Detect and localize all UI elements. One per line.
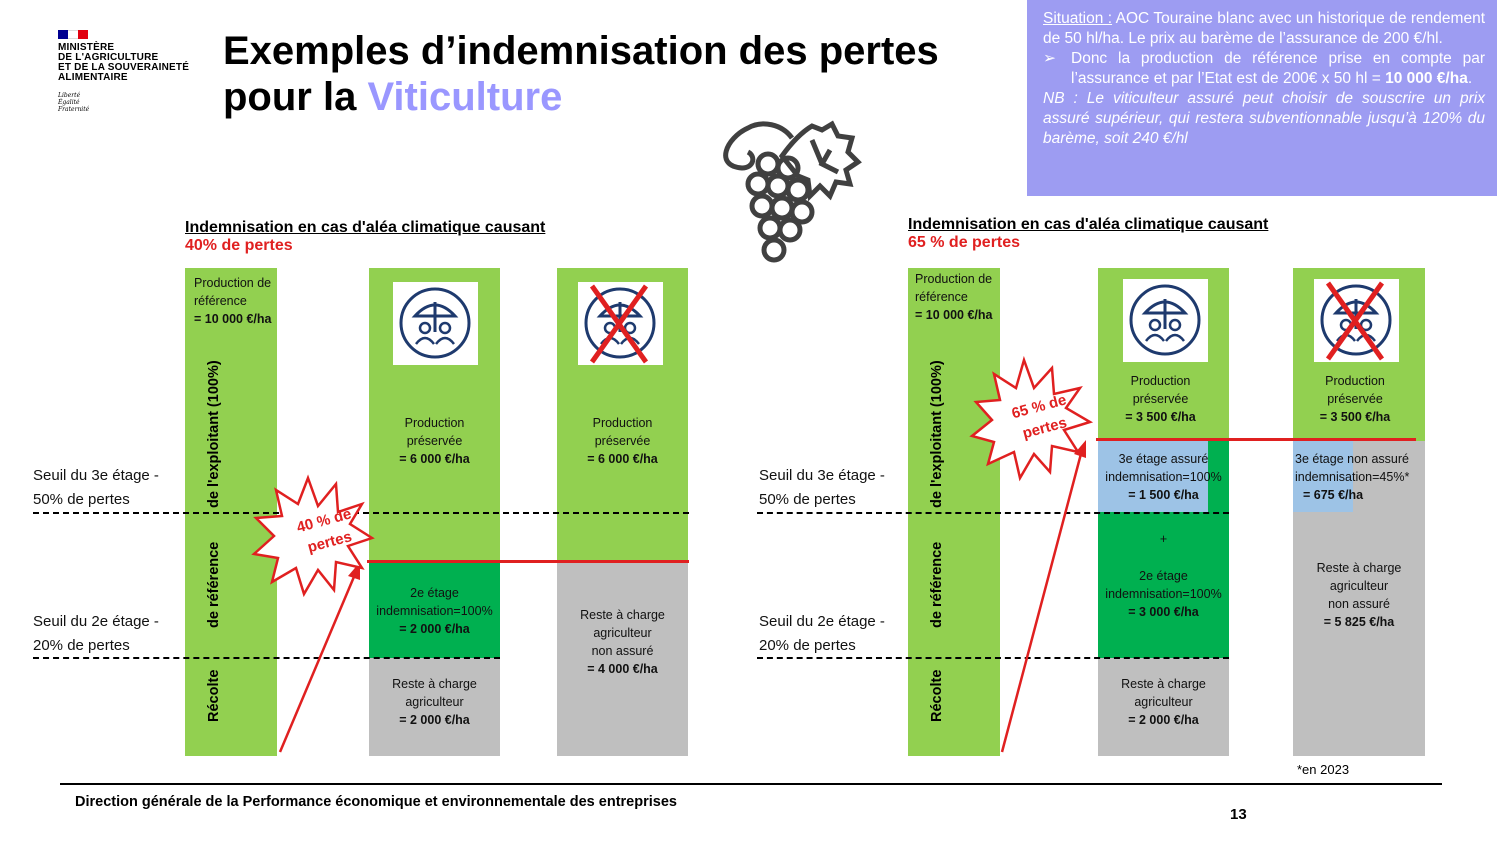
left-seuil-2: Seuil du 2e étage - 20% de pertes <box>33 613 159 654</box>
left-col3-rest-label: Reste à charge agriculteur non assuré = 4 000 €/ha <box>580 608 665 676</box>
situation-box: Situation : AOC Touraine blanc avec un historique de rendement de 50 hl/ha. Le prix au barème de l’assurance de 200 €/hl. ➢ Donc la production de référence prise en compte par l’assurance et par l’Etat est de 200€ x 50 hl = 10 000 €/ha. NB : Le viticulteur assuré peut choisir de souscrire un prix assuré supérieur, qui restera subventionnable jusqu’à 120% du barème, soit 240 €/hl <box>1027 0 1497 196</box>
right-heading: Indemnisation en cas d'aléa climatique causant 65 % de pertes <box>908 216 1269 251</box>
left-seuil-3: Seuil du 3e étage - 50% de pertes <box>33 467 159 508</box>
left-vertical-exploitant: de l'exploitant (100%) <box>206 360 222 508</box>
right-col2-plus: + <box>1159 532 1168 546</box>
right-col3-rest <box>1293 512 1425 756</box>
right-col2-stage3-label: 3e étage assuré indemnisation=100% = 1 500 €/ha <box>1105 452 1222 502</box>
crossed-umbrella-people-icon <box>578 282 663 365</box>
left-burst-label: 40 % de pertes <box>294 505 354 557</box>
footnote: *en 2023 <box>1297 762 1350 777</box>
footer-text: Direction générale de la Performance économique et environnementale des entreprises <box>75 794 677 810</box>
left-col3-preserved-label: Production préservée = 6 000 €/ha <box>587 416 658 466</box>
right-vertical-recolte: Récolte <box>929 669 945 722</box>
page-title: Exemples d’indemnisation des pertes pour la Viticulture <box>223 29 939 119</box>
left-col2-rest-label: Reste à charge agriculteur = 2 000 €/ha <box>392 677 477 727</box>
right-col3-stage3-label: 3e étage non assuré indemnisation=45%* = 675 €/ha <box>1295 452 1410 502</box>
left-vertical-reference: de référence <box>206 541 222 628</box>
left-heading: Indemnisation en cas d'aléa climatique causant 40% de pertes <box>185 219 546 254</box>
right-loss-line <box>1096 438 1416 441</box>
crossed-umbrella-people-icon <box>1314 279 1399 362</box>
right-seuil-2: Seuil du 2e étage - 20% de pertes <box>759 613 885 654</box>
right-burst-label: 65 % de pertes <box>1009 391 1069 443</box>
left-vertical-recolte: Récolte <box>206 669 222 722</box>
right-vertical-reference: de référence <box>929 541 945 628</box>
republic-motto: Liberté Égalité Fraternité <box>58 92 90 113</box>
right-seuil-3: Seuil du 3e étage - 50% de pertes <box>759 467 885 508</box>
page-number: 13 <box>1230 806 1247 823</box>
right-ref-label: Production de référence = 10 000 €/ha <box>915 272 993 322</box>
left-col2-preserved-label: Production préservée = 6 000 €/ha <box>399 416 470 466</box>
marianne-flag-logo <box>58 30 88 39</box>
right-col2-rest-label: Reste à charge agriculteur = 2 000 €/ha <box>1121 677 1206 727</box>
right-col3-preserved-label: Production préservée = 3 500 €/ha <box>1319 374 1391 424</box>
right-col2-preserved-label: Production préservée = 3 500 €/ha <box>1125 374 1196 424</box>
footer-divider <box>60 783 1442 785</box>
umbrella-people-icon <box>393 282 478 365</box>
right-col3-rest-label: Reste à charge agriculteur non assuré = 5 825 €/ha <box>1316 561 1402 629</box>
right-vertical-exploitant: de l'exploitant (100%) <box>929 360 945 508</box>
left-col2-stage2-label: 2e étage indemnisation=100% = 2 000 €/ha <box>376 586 493 636</box>
right-col2-stage2-label: 2e étage indemnisation=100% = 3 000 €/ha <box>1105 569 1222 619</box>
umbrella-people-icon <box>1123 279 1208 362</box>
left-loss-line <box>367 560 689 563</box>
grape-cluster-icon <box>712 116 862 266</box>
ministry-name: MINISTÈRE DE L'AGRICULTURE ET DE LA SOUVERAINETÉ ALIMENTAIRE <box>58 42 190 83</box>
left-ref-label: Production de référence = 10 000 €/ha <box>194 276 272 326</box>
